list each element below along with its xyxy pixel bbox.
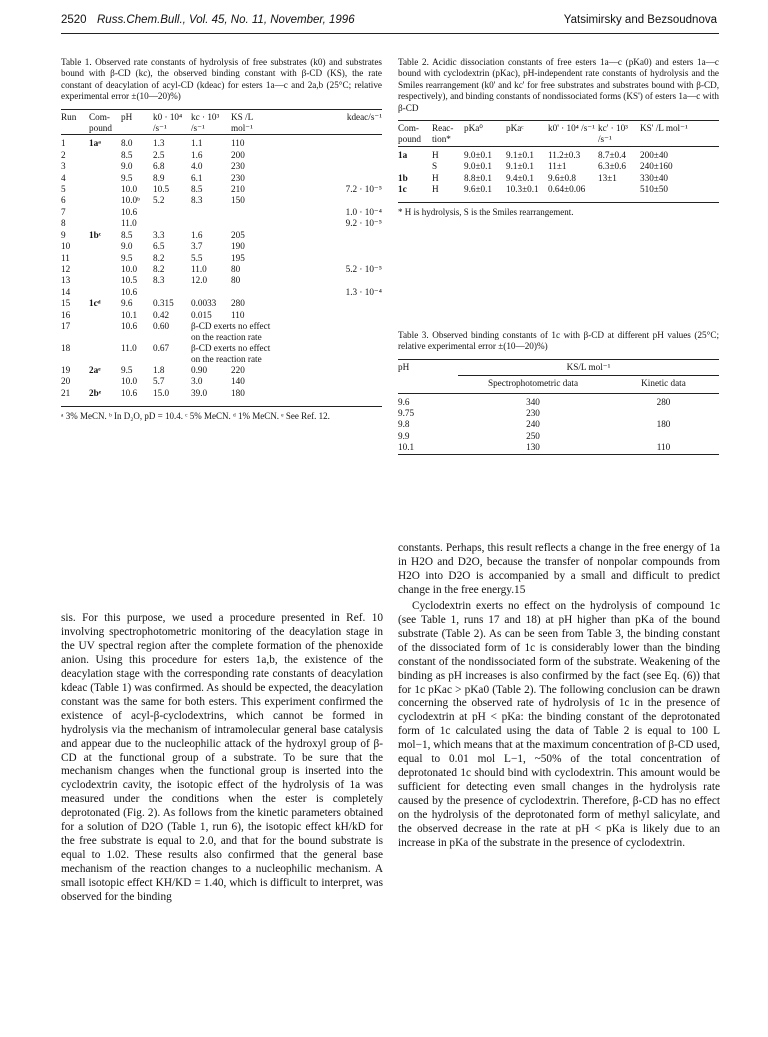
right-paragraph-2: Cyclodextrin exerts no effect on the hydrolysis of compound 1c (see Table 1, runs 17 and 18) at pH higher than pKa of the bound substrate (Table 2). As can be seen from Table 3, the binding constant of the dissociated form of 1c is considerably lower than the binding constant of the nondissociated form of the substrate. Weakening of the binding as pH increases is also confirmed by the fact (see Eq. (6)) that for 1c pKac > pKa0 (Table 2). The following conclusion can be drawn concerning the observed rate of hydrolysis of 1c in the presence of cyclodextrin at pH < pKa: the binding constant of the deprotonated form of 1c calculated using the data of Table 2 is equal to 100 L mol−1, which means that at the maximum concentration of β-CD used, equal to 0.01 mol L−1, ~50% of the total concentration of deprotonated 1c should bind with cyclodextrin. This amount would be sufficient for detecting even small changes in the hydrolysis rate caused by the presence of cyclodextrin. Therefore, β-CD has no effect on the hydrolysis of the deprotonated form of methyl salicylate, and the observed decrease in the rate at pH < pKa is likely due to an increase in pKa of the substrate in the presence of cyclodextrin. bbox=[398, 599, 720, 850]
t1-row-cell: 10.6 bbox=[121, 320, 138, 331]
t2-row-cell: 240±160 bbox=[640, 161, 673, 172]
t1-row-cell: 1.3 · 10⁻⁴ bbox=[345, 286, 382, 297]
t2-row-cell: 510±50 bbox=[640, 184, 669, 195]
t1-row-cell: 0.0033 bbox=[191, 298, 217, 309]
t1-row-cell: 0.015 bbox=[191, 309, 212, 320]
t1-row-cell: 0.315 bbox=[153, 298, 174, 309]
t1-row-cell: 190 bbox=[231, 241, 245, 252]
t1-row-cell: 10.0 bbox=[121, 376, 138, 387]
t1-row bbox=[61, 135, 382, 150]
t1-row-cell: 195 bbox=[231, 252, 245, 263]
journal-citation: Russ.Chem.Bull., Vol. 45, No. 11, November, 1996 bbox=[97, 14, 355, 26]
t1-row bbox=[61, 230, 382, 241]
t1-row-cell: 9.2 · 10⁻⁵ bbox=[345, 218, 382, 229]
t1-row-cell: 2 bbox=[61, 149, 66, 160]
t2-row-cell: 9.6±0.8 bbox=[548, 172, 577, 183]
table-1-caption: Table 1. Observed rate constants of hydrolysis of free substrates (k0) and substrates bound with β-CD (kc), the observed binding constant with β-CD (KS), the rate constant of deacylation of acyl-CD (kdeac) for esters 1a—c and 2a,b (25°C; relative experimental error ±(10—20)%) bbox=[61, 57, 382, 102]
t1-row-cell: 39.0 bbox=[191, 387, 208, 398]
t2-row-cell: H bbox=[432, 172, 439, 183]
t2-row-cell: 11.2±0.3 bbox=[548, 149, 581, 160]
t3-row-cell: 110 bbox=[656, 442, 671, 453]
t1-row-cell: 21 bbox=[61, 387, 71, 398]
t1-row-cell: 10.0 bbox=[121, 263, 138, 274]
t1-row-cell: 1 bbox=[61, 138, 66, 149]
t1-row-cell: 8 bbox=[61, 218, 66, 229]
t1-row-cell bbox=[275, 321, 382, 343]
t1-row-cell: 230 bbox=[231, 161, 245, 172]
t1-row bbox=[61, 264, 382, 275]
t2-row-cell: 8.7±0.4 bbox=[598, 149, 627, 160]
t2-header-kcp: kc' · 10³ /s⁻¹ bbox=[598, 123, 628, 145]
t1-row-cell: 8.5 bbox=[191, 184, 203, 195]
t1-row-cell: 8.2 bbox=[153, 263, 165, 274]
left-paragraph: sis. For this purpose, we used a procedure presented in Ref. 10 involving spectrophotometric monitoring of the deacylation stage in the UV spectral region after the complete formation of the phenoxide anion. Using this procedure for esters 1a,b, the existence of the deacylation stage with the corresponding rate constants of deacylation kdeac (Table 1) was confirmed. As should be expected, the deacylation constant was the same for both esters. This experiment confirmed the existence of acyl-β-cyclodextrins, which cannot be formed in hydrolysis via the mechanism of intramolecular general base catalysis and appear due to the nucleophilic attack of the hydroxyl group of β-CD at the functional group of a substrate. To be sure that the mechanism changes when the functional group is inserted into the cyclodextrin cavity, the isotopic effect of the hydrolysis of 1a was measured under the conditions when the ester is completely deprotonated (Fig. 2). As follows from the kinetic parameters obtained for a solution of D2O (Table 1, run 6), the isotopic effect kH/kD for the free substrate is equal to 2.0, and that for the bound substrate is equal to 1.02. These results also confirmed that the general base mechanism of the reaction changes to a nucleophilic mechanism. A small isotopic effect KH/KD = 1.40, which is difficult to interpret, was observed for the binding bbox=[61, 612, 383, 904]
t1-row-cell: 200 bbox=[231, 149, 245, 160]
t2-row-cell: 9.0±0.1 bbox=[464, 161, 493, 172]
t3-row-cell: 180 bbox=[656, 419, 671, 430]
t2-row bbox=[398, 146, 719, 161]
right-column-text bbox=[398, 542, 720, 851]
t1-row-cell: β-CD exerts no effect on the reaction rate bbox=[191, 342, 271, 364]
t1-row-cell: 6 bbox=[61, 195, 66, 206]
table-2-caption: Table 2. Acidic dissociation constants of free esters 1a—c (pKa0) and esters 1a—c bound with cyclodextrin (pKac), pH-independent rate constants of hydrolysis and the Smiles rearrangement (k0' and kc' for free substrates and substrates bound with β-CD, respectively), and binding constants of nondissociated forms (KS') of esters 1a—c with β-CD bbox=[398, 57, 719, 113]
t1-row-cell bbox=[275, 343, 382, 365]
t1-row-cell: 10.5 bbox=[121, 275, 138, 286]
t1-row-cell: 2aᵉ bbox=[89, 364, 101, 375]
t1-row-cell: 5.2 bbox=[153, 195, 165, 206]
t1-row-cell: 15.0 bbox=[153, 387, 170, 398]
t1-row-cell bbox=[89, 253, 121, 264]
t1-row-cell: 6.5 bbox=[153, 241, 165, 252]
t1-row-cell bbox=[231, 207, 275, 218]
t1-row-cell: 9.5 bbox=[121, 364, 133, 375]
t1-row-cell: β-CD exerts no effect on the reaction rate bbox=[191, 320, 271, 342]
t1-row-cell bbox=[153, 207, 191, 218]
t1-row bbox=[61, 298, 382, 309]
t2-row-cell bbox=[598, 184, 640, 198]
t2-header-reaction: Reac- tion* bbox=[432, 123, 454, 145]
t1-row-cell: 9.0 bbox=[121, 241, 133, 252]
t2-row-cell: 11±1 bbox=[548, 161, 567, 172]
t3-row-cell: 250 bbox=[526, 430, 540, 441]
table-1 bbox=[61, 109, 382, 403]
t1-header-kc: kc · 10³ /s⁻¹ bbox=[191, 111, 220, 134]
t1-row-cell: 9.5 bbox=[121, 252, 133, 263]
t1-row-cell: 230 bbox=[231, 172, 245, 183]
t2-row-cell: 1b bbox=[398, 172, 408, 183]
t1-row-cell bbox=[89, 161, 121, 172]
t1-row-cell: 11.0 bbox=[191, 263, 207, 274]
t1-row-cell: 110 bbox=[231, 309, 245, 320]
t2-row-cell: S bbox=[432, 161, 438, 172]
t1-row-cell bbox=[191, 287, 231, 298]
t1-row bbox=[61, 376, 382, 387]
t1-row-cell bbox=[89, 195, 121, 206]
t1-row-cell bbox=[89, 264, 121, 275]
running-authors: Yatsimirsky and Bezsoudnova bbox=[563, 14, 717, 26]
t1-row-cell: 1cᵈ bbox=[89, 298, 101, 309]
t1-row-cell bbox=[89, 321, 121, 343]
t1-row-cell: 180 bbox=[231, 387, 245, 398]
t2-row-cell: 200±40 bbox=[640, 149, 669, 160]
t1-row bbox=[61, 195, 382, 206]
t2-row-cell: 6.3±0.6 bbox=[598, 161, 627, 172]
t1-row bbox=[61, 287, 382, 298]
t1-row-cell: 10 bbox=[61, 241, 71, 252]
t1-row-cell: 5.7 bbox=[153, 376, 165, 387]
t3-row bbox=[398, 419, 719, 430]
t1-row bbox=[61, 184, 382, 195]
t1-header-k0: k0 · 10⁴ /s⁻¹ bbox=[153, 111, 183, 134]
t3-row bbox=[398, 442, 719, 454]
t1-header-ph: pH bbox=[121, 111, 133, 122]
t1-row bbox=[61, 343, 382, 365]
t3-row-cell: 9.9 bbox=[398, 430, 410, 441]
t2-row bbox=[398, 184, 719, 198]
t2-row-cell: H bbox=[432, 184, 439, 195]
t3-row-cell: 9.8 bbox=[398, 419, 410, 430]
t1-row-cell: 4 bbox=[61, 172, 66, 183]
t1-row bbox=[61, 388, 382, 402]
t1-row bbox=[61, 321, 382, 343]
t2-row-cell: H bbox=[432, 149, 439, 160]
t2-header-ksp: KS' /L mol⁻¹ bbox=[640, 123, 688, 134]
t1-row-cell bbox=[275, 376, 382, 387]
t1-row-cell bbox=[89, 150, 121, 161]
t1-row-cell: 1.3 bbox=[153, 138, 165, 149]
t3-row-cell: 9.6 bbox=[398, 396, 410, 407]
t2-row-cell: 9.4±0.1 bbox=[506, 172, 535, 183]
t1-row-cell: 2.5 bbox=[153, 149, 165, 160]
left-column-text bbox=[61, 612, 383, 905]
t1-row-cell bbox=[89, 241, 121, 252]
t1-row-cell bbox=[231, 287, 275, 298]
t1-header-compound: Com- pound bbox=[89, 111, 112, 134]
t1-header-run: Run bbox=[61, 111, 77, 122]
t1-row bbox=[61, 218, 382, 229]
t1-row-cell: 5 bbox=[61, 184, 66, 195]
t1-row-cell: 0.90 bbox=[191, 364, 208, 375]
t1-row-cell: 9.5 bbox=[121, 172, 133, 183]
t3-row-cell: 340 bbox=[526, 396, 540, 407]
t1-row-cell: 7 bbox=[61, 206, 66, 217]
t1-row-cell bbox=[89, 275, 121, 286]
t1-row-cell: 3.7 bbox=[191, 241, 203, 252]
t2-row-cell: 9.0±0.1 bbox=[464, 149, 493, 160]
t1-row-cell bbox=[89, 287, 121, 298]
t2-header-k0p: k0' · 10⁴ /s⁻¹ bbox=[548, 123, 595, 134]
t3-row bbox=[398, 431, 719, 442]
t1-row-cell: 10.5 bbox=[153, 184, 170, 195]
t1-row-cell: 140 bbox=[231, 376, 245, 387]
t1-row-cell bbox=[89, 343, 121, 365]
t1-row-cell: 10.1 bbox=[121, 309, 138, 320]
t1-row-cell: 8.3 bbox=[191, 195, 203, 206]
t1-row-cell bbox=[275, 388, 382, 402]
t1-row-cell bbox=[89, 173, 121, 184]
t1-row-cell: 14 bbox=[61, 286, 71, 297]
t1-row-cell bbox=[231, 218, 275, 229]
t1-header-ks: KS /L mol⁻¹ bbox=[231, 111, 253, 134]
t1-row-cell bbox=[275, 173, 382, 184]
t1-row-cell: 8.5 bbox=[121, 229, 133, 240]
t3-row-cell: 280 bbox=[656, 396, 671, 407]
table-2 bbox=[398, 120, 719, 198]
t1-row-cell bbox=[275, 161, 382, 172]
t1-row-cell: 3.0 bbox=[191, 376, 203, 387]
t1-row bbox=[61, 241, 382, 252]
t3-row bbox=[398, 408, 719, 419]
t1-row bbox=[61, 173, 382, 184]
t1-row-cell: 9 bbox=[61, 229, 66, 240]
t1-row-cell bbox=[275, 310, 382, 321]
t1-row-cell: 3.3 bbox=[153, 229, 165, 240]
t1-row-cell: 2bᵉ bbox=[89, 387, 102, 398]
t1-row-cell bbox=[275, 241, 382, 252]
t1-row-cell: 11.0 bbox=[121, 218, 137, 229]
t1-row bbox=[61, 253, 382, 264]
t3-header-ph: pH bbox=[398, 359, 458, 393]
t1-row-cell bbox=[89, 376, 121, 387]
t1-row-cell: 5.5 bbox=[191, 252, 203, 263]
table-3-block bbox=[398, 330, 719, 455]
t2-header-pka0: pKa⁰ bbox=[464, 123, 483, 134]
t1-row-cell bbox=[275, 275, 382, 286]
t1-row-cell: 80 bbox=[231, 263, 241, 274]
t3-row-cell: 130 bbox=[526, 442, 540, 453]
t1-row-cell: 0.67 bbox=[153, 342, 170, 353]
t1-row-cell: 10.0ᵇ bbox=[121, 195, 140, 206]
t3-header-ks: KS/L mol⁻¹ bbox=[458, 359, 719, 375]
t3-row-cell bbox=[608, 431, 719, 442]
t1-row bbox=[61, 161, 382, 172]
t2-row bbox=[398, 173, 719, 184]
t1-header-kdeac: kdeac/s⁻¹ bbox=[346, 111, 382, 122]
t2-row bbox=[398, 161, 719, 172]
t1-row-cell bbox=[89, 310, 121, 321]
t2-row-cell: 8.8±0.1 bbox=[464, 172, 493, 183]
t1-row-cell: 11.0 bbox=[121, 342, 137, 353]
t1-row-cell bbox=[275, 230, 382, 241]
right-paragraph-1: constants. Perhaps, this result reflects a change in the free energy of 1a in H2O and D2O, because the transfer of nonpolar compounds from H2O into D2O is accompanied by a small and difficult to predict change in the free energy.15 bbox=[398, 542, 720, 596]
t3-row-cell: 230 bbox=[526, 408, 540, 419]
t1-row-cell: 1.6 bbox=[191, 149, 203, 160]
running-header bbox=[61, 11, 719, 34]
t1-row-cell: 1.0 · 10⁻⁴ bbox=[345, 206, 382, 217]
t1-row-cell: 10.6 bbox=[121, 387, 138, 398]
page-number: 2520 bbox=[61, 14, 87, 26]
table-2-block bbox=[398, 57, 719, 218]
t1-row-cell: 220 bbox=[231, 364, 245, 375]
t1-row-cell bbox=[191, 218, 231, 229]
t1-row bbox=[61, 310, 382, 321]
t1-row bbox=[61, 365, 382, 376]
table-1-footnote: ᵃ 3% MeCN. ᵇ In D₂O, pD = 10.4. ᶜ 5% MeCN. ᵈ 1% MeCN. ᵉ See Ref. 12. bbox=[61, 406, 382, 422]
t1-row-cell: 8.5 bbox=[121, 149, 133, 160]
t1-row-cell: 17 bbox=[61, 320, 71, 331]
t1-row-cell: 6.8 bbox=[153, 161, 165, 172]
t3-row-cell: 240 bbox=[526, 419, 540, 430]
t1-row-cell: 205 bbox=[231, 229, 245, 240]
t1-row-cell: 19 bbox=[61, 364, 71, 375]
t1-row-cell: 1bᶜ bbox=[89, 229, 102, 240]
t2-row-cell: 9.1±0.1 bbox=[506, 161, 535, 172]
t1-row bbox=[61, 150, 382, 161]
t1-row-cell: 12 bbox=[61, 263, 71, 274]
t1-row-cell: 8.3 bbox=[153, 275, 165, 286]
t2-row-cell: 1a bbox=[398, 149, 408, 160]
t1-row-cell: 0.42 bbox=[153, 309, 170, 320]
table-3-caption: Table 3. Observed binding constants of 1c with β-CD at different pH values (25°C; relative experimental error ±(10—20)%) bbox=[398, 330, 719, 352]
t1-row-cell bbox=[275, 365, 382, 376]
t1-row-cell: 1.1 bbox=[191, 138, 203, 149]
t3-row-cell: 9.75 bbox=[398, 408, 415, 419]
t1-row-cell: 5.2 · 10⁻⁵ bbox=[345, 263, 382, 274]
t1-row-cell: 8.2 bbox=[153, 252, 165, 263]
t1-row-cell: 80 bbox=[231, 275, 241, 286]
t2-row-cell: 9.1±0.1 bbox=[506, 149, 535, 160]
t2-header-pkac: pKaᶜ bbox=[506, 123, 524, 134]
t1-row-cell: 8.9 bbox=[153, 172, 165, 183]
t1-row-cell: 1.6 bbox=[191, 229, 203, 240]
t1-row-cell: 20 bbox=[61, 376, 71, 387]
t1-row-cell bbox=[89, 184, 121, 195]
t1-row-cell: 16 bbox=[61, 309, 71, 320]
t1-row-cell: 150 bbox=[231, 195, 245, 206]
t1-row-cell: 280 bbox=[231, 298, 245, 309]
t1-row-cell: 12.0 bbox=[191, 275, 208, 286]
t1-row-cell: 6.1 bbox=[191, 172, 203, 183]
t1-row-cell bbox=[89, 218, 121, 229]
t1-row-cell: 7.2 · 10⁻⁵ bbox=[345, 184, 382, 195]
t1-row bbox=[61, 207, 382, 218]
t2-row-cell: 330±40 bbox=[640, 172, 669, 183]
table-2-footnote: * H is hydrolysis, S is the Smiles rearrangement. bbox=[398, 202, 719, 218]
t1-row-cell: 9.6 bbox=[121, 298, 133, 309]
t1-row-cell bbox=[275, 253, 382, 264]
t1-row-cell: 11 bbox=[61, 252, 70, 263]
t3-header-spectro: Spectrophotometric data bbox=[487, 378, 579, 389]
t1-row-cell: 4.0 bbox=[191, 161, 203, 172]
t1-row-cell: 210 bbox=[231, 184, 245, 195]
t2-row-cell: 1c bbox=[398, 184, 407, 195]
t1-row-cell: 13 bbox=[61, 275, 71, 286]
t3-row-cell bbox=[608, 408, 719, 419]
t1-row-cell bbox=[275, 150, 382, 161]
t1-row-cell: 10.6 bbox=[121, 286, 138, 297]
t1-row-cell bbox=[153, 287, 191, 298]
t2-row-cell: 10.3±0.1 bbox=[506, 184, 539, 195]
t1-row-cell: 1aᵃ bbox=[89, 138, 101, 149]
t1-row-cell bbox=[191, 207, 231, 218]
t1-row-cell bbox=[89, 207, 121, 218]
t2-row-cell: 13±1 bbox=[598, 172, 617, 183]
t2-row-cell: 0.64±0.06 bbox=[548, 184, 586, 195]
t1-row-cell: 18 bbox=[61, 342, 71, 353]
t1-row-cell: 3 bbox=[61, 161, 66, 172]
t2-header-compound: Com- pound bbox=[398, 123, 421, 145]
t1-row-cell: 15 bbox=[61, 298, 71, 309]
t1-row-cell: 10.6 bbox=[121, 206, 138, 217]
t1-row-cell bbox=[153, 218, 191, 229]
table-1-block bbox=[61, 57, 382, 422]
t3-row bbox=[398, 393, 719, 408]
t1-row-cell bbox=[275, 195, 382, 206]
t1-row-cell bbox=[275, 298, 382, 309]
t3-row-cell: 10.1 bbox=[398, 442, 415, 453]
t1-row-cell: 1.8 bbox=[153, 364, 165, 375]
t1-row-cell bbox=[275, 135, 382, 150]
t1-row bbox=[61, 275, 382, 286]
t1-row-cell: 8.0 bbox=[121, 138, 133, 149]
t2-row-cell bbox=[398, 161, 432, 172]
t1-row-cell: 9.0 bbox=[121, 161, 133, 172]
t1-row-cell: 0.60 bbox=[153, 320, 170, 331]
t1-row-cell: 10.0 bbox=[121, 184, 138, 195]
t1-row-cell: 110 bbox=[231, 138, 245, 149]
t2-row-cell: 9.6±0.1 bbox=[464, 184, 493, 195]
t3-header-kinetic: Kinetic data bbox=[641, 378, 686, 389]
table-3 bbox=[398, 359, 719, 455]
